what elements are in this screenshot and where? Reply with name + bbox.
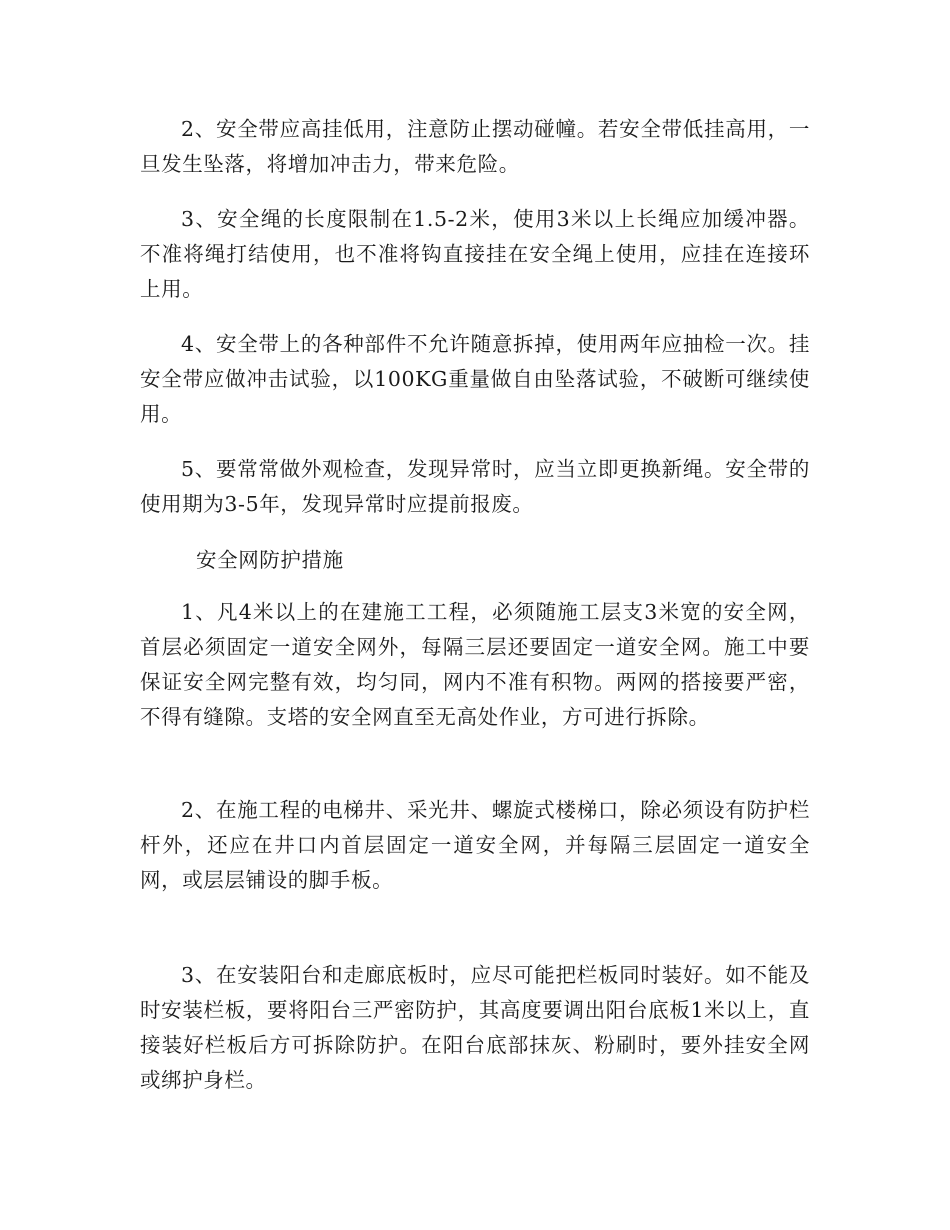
paragraph-safety-net-construction: 1、凡4米以上的在建施工工程，必须随施工层支3米宽的安全网，首层必须固定一道安全网外，每隔三层还要固定一道安全网。施工中要保证安全网完整有效，均匀同，网内不准有积物。两网的搭接要严密，不得有缝隙。支塔的安全网直至无高处作业，方可进行拆除。 <box>140 600 810 729</box>
paragraph-balcony-protection: 3、在安装阳台和走廊底板时，应尽可能把栏板同时装好。如不能及时安装栏板，要将阳台三严密防护，其高度要调出阳台底板1米以上，直接装好栏板后方可拆除防护。在阳台底部抹灰、粉刷时，要外挂安全网或绑护身栏。 <box>140 963 810 1092</box>
paragraph-safety-belt-high-hang: 2、安全带应高挂低用，注意防止摆动碰幢。若安全带低挂高用，一旦发生坠落，将增加冲击力，带来危险。 <box>140 117 810 176</box>
paragraph-safety-belt-inspection: 5、要常常做外观检查，发现异常时，应当立即更换新绳。安全带的使用期为3-5年，发现异常时应提前报废。 <box>140 457 810 516</box>
paragraph-safety-belt-parts: 4、安全带上的各种部件不允许随意拆掉，使用两年应抽检一次。挂安全带应做冲击试验，以100KG重量做自由坠落试验，不破断可继续使用。 <box>140 332 810 426</box>
paragraph-safety-rope-length: 3、安全绳的长度限制在1.5-2米，使用3米以上长绳应加缓冲器。不准将绳打结使用，也不准将钩直接挂在安全绳上使用，应挂在连接环上用。 <box>140 207 810 301</box>
paragraph-safety-net-elevator-shaft: 2、在施工程的电梯井、采光井、螺旋式楼梯口，除必须设有防护栏杆外，还应在井口内首层固定一道安全网，并每隔三层固定一道安全网，或层层铺设的脚手板。 <box>140 798 810 892</box>
section-heading: 安全网防护措施 <box>196 548 344 572</box>
